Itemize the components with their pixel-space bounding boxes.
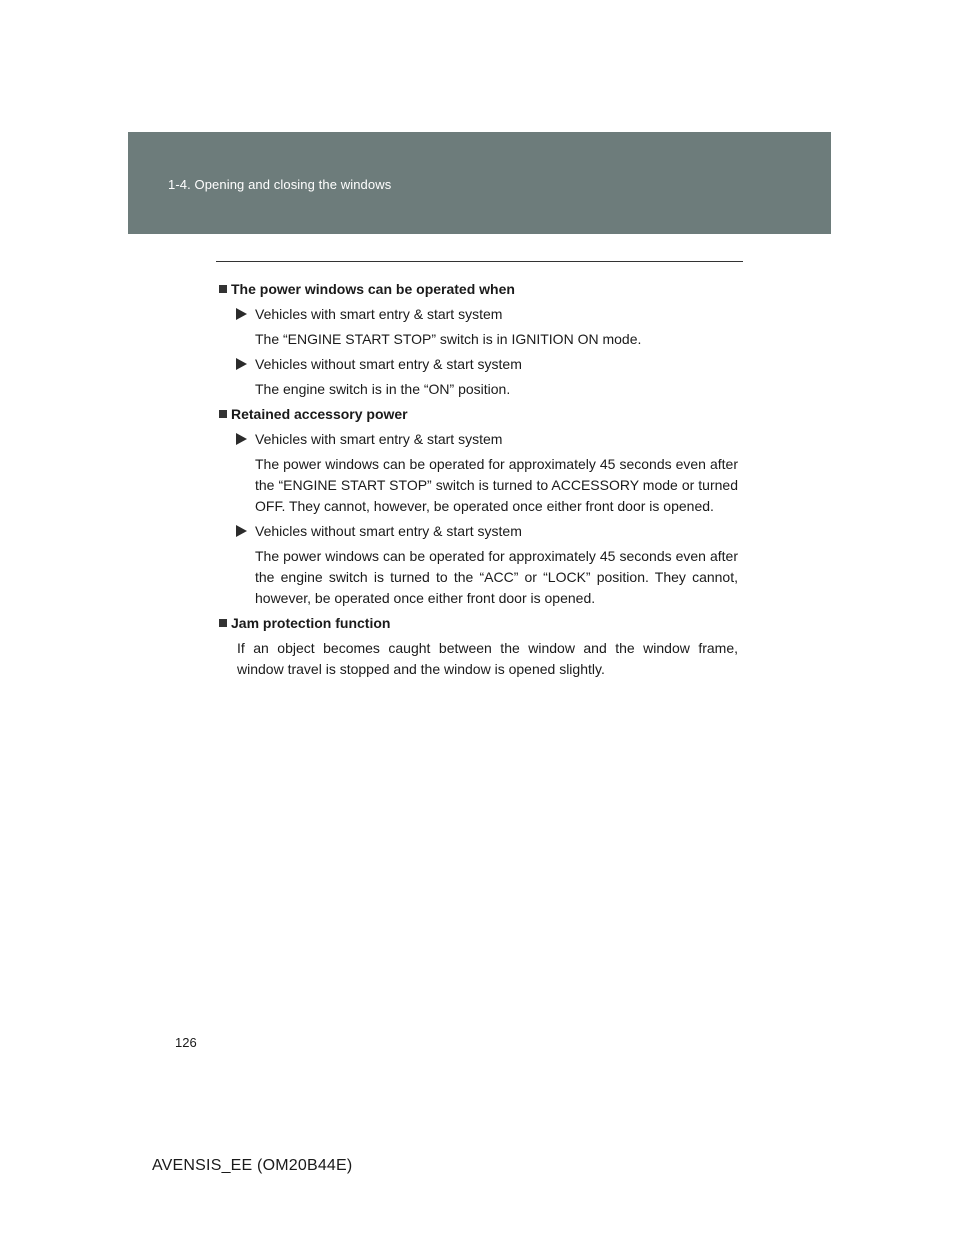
- condition-label: Vehicles with smart entry & start system: [255, 306, 503, 322]
- section-text: If an object becomes caught between the window and the window frame, window travel is stopped and the window is opened slightly.: [237, 640, 738, 677]
- section-heading-text: The power windows can be operated when: [231, 281, 515, 297]
- page-number: 126: [175, 1035, 197, 1050]
- section-heading-text: Retained accessory power: [231, 406, 408, 422]
- condition-label: Vehicles with smart entry & start system: [255, 431, 503, 447]
- square-bullet-icon: [219, 410, 227, 418]
- section-heading-text: Jam protection function: [231, 615, 391, 631]
- top-divider: [216, 261, 743, 262]
- condition-item: [216, 429, 738, 450]
- condition-text: The “ENGINE START STOP” switch is in IGNITION ON mode.: [255, 331, 642, 347]
- page-content: [216, 279, 738, 684]
- triangle-bullet-icon: [236, 358, 247, 370]
- section-title: 1-4. Opening and closing the windows: [168, 177, 392, 192]
- condition-item: [216, 304, 738, 325]
- section-heading: [216, 404, 738, 425]
- triangle-bullet-icon: [236, 308, 247, 320]
- condition-item: [216, 521, 738, 542]
- condition-label: Vehicles without smart entry & start system: [255, 356, 522, 372]
- section-heading: [216, 279, 738, 300]
- triangle-bullet-icon: [236, 433, 247, 445]
- condition-item: [216, 354, 738, 375]
- section-heading: [216, 613, 738, 634]
- square-bullet-icon: [219, 619, 227, 627]
- condition-text: The engine switch is in the “ON” position.: [255, 381, 511, 397]
- document-code: AVENSIS_EE (OM20B44E): [152, 1157, 353, 1174]
- condition-label: Vehicles without smart entry & start system: [255, 523, 522, 539]
- condition-text: The power windows can be operated for approximately 45 seconds even after the “ENGINE START STOP” switch is turned to ACCESSORY mode or turned OFF. They cannot, however, be operated once either front door is opened.: [255, 456, 738, 514]
- condition-text: The power windows can be operated for approximately 45 seconds even after the engine switch is turned to the “ACC” or “LOCK” position. They cannot, however, be operated once either front door is opened.: [255, 548, 738, 606]
- square-bullet-icon: [219, 285, 227, 293]
- triangle-bullet-icon: [236, 525, 247, 537]
- chapter-header-band: [128, 132, 831, 234]
